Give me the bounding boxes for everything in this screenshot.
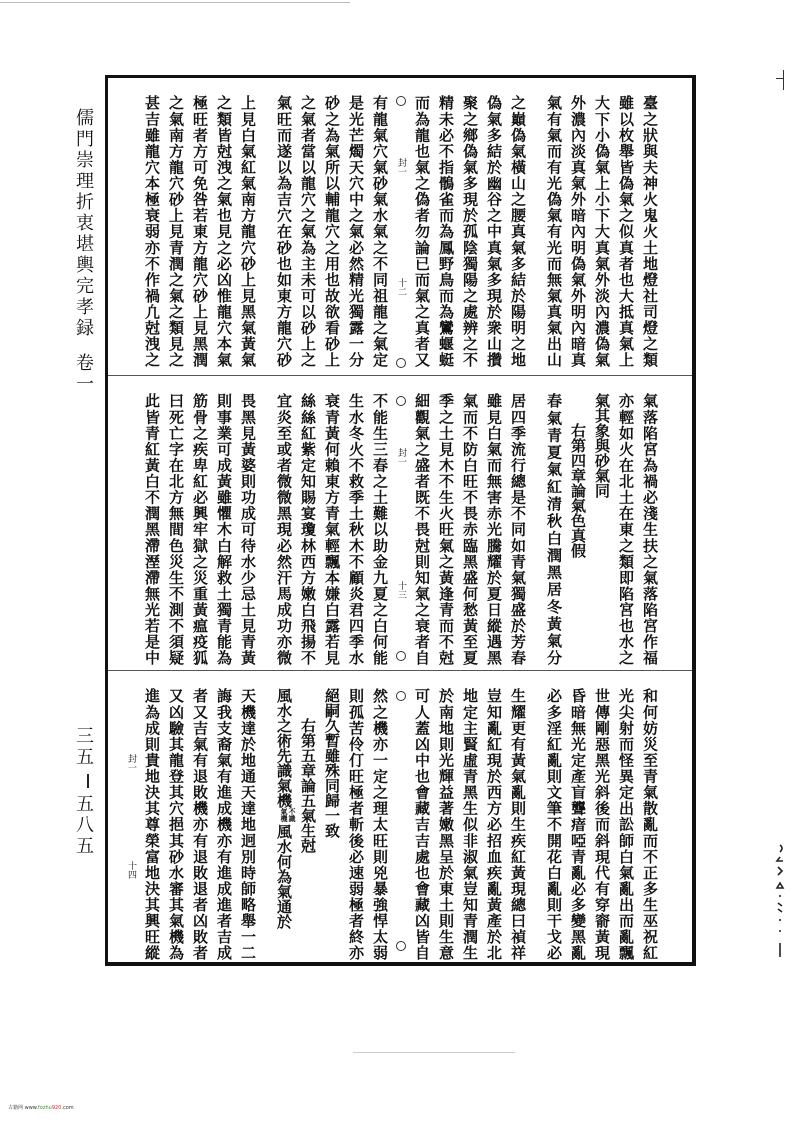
circle-mark-icon	[396, 358, 406, 368]
text-column: 氣旺而遂以為吉穴在砂也如東方龍穴砂	[275, 95, 293, 367]
page-number-prefix: 三五	[73, 726, 94, 768]
text-column: 天機達於地通天達地迥別時師略舉一二	[239, 688, 257, 960]
text-column: 亦輕如火在北土在東之類即陷宮也水之	[617, 393, 635, 665]
leaf-marker	[392, 376, 410, 670]
text-column: 右第五章論五氣生尅	[299, 718, 317, 853]
text-column: 曰死亡字在北方無間色災生不測不須疑	[167, 393, 185, 665]
text-column: 而為龍也氣之偽者勿論已而氣之真者又	[413, 95, 431, 367]
watermark	[8, 1104, 74, 1111]
text-column: 不能生三春之土難以助金九夏之白何能	[371, 393, 389, 665]
text-column: 豈知亂紅現於西方必招血疾亂黃產於北	[485, 688, 503, 960]
text-column: 者又吉氣有退敗機亦有退敗退者凶敗者	[191, 688, 209, 960]
leaf-number: 十二	[396, 278, 406, 296]
text-column: 誨我支裔氣有進成機亦有進成進者吉成	[215, 688, 233, 960]
watermark-tld: .com	[61, 1105, 74, 1111]
text-column: 此皆青紅黃白不潤黑滯溼滯無光若是中	[143, 393, 161, 665]
text-column: 之巔偽氣橫山之腰真氣多結於陽明之地	[509, 95, 527, 367]
text-column: 則事業可成黃雖懼木白解救土獨青能為	[215, 393, 233, 665]
interlinear-note: 不識氣機	[280, 808, 297, 822]
text-column: 雖以枚舉皆偽氣之似真者也大抵真氣上	[617, 95, 635, 367]
text-column: 偽氣多結於幽谷之中真氣多現於衆山攢	[485, 95, 503, 367]
text-column: 外濃內淡真氣外暗內明偽氣外明內暗真	[569, 95, 587, 367]
text-column: 是光芒燭天穴中之氣必然精光獨露一分	[347, 95, 365, 367]
text-column: 生水冬火不救季土秋木不顧炎君四季水	[347, 393, 365, 665]
circle-mark-icon	[396, 941, 406, 951]
page-number-suffix: 五八五	[73, 794, 94, 857]
book-title: 儒門崇理折衷堪輿完孝録	[73, 108, 94, 339]
text-column: 必多淫紅亂則文筆不開花白亂則干戈必	[545, 688, 563, 960]
text-column: 臺之狀與夫神火鬼火土地燈社司燈之類	[641, 95, 659, 367]
text-section-3	[108, 670, 692, 962]
text-column: 衰青黃何賴東方青氣輕飄本嫌白露若見	[323, 393, 341, 665]
fold-label: 封一	[396, 448, 406, 466]
text-column: 雖見白氣而無害赤光騰耀於夏日縱遇黑	[485, 393, 503, 665]
circle-mark-icon	[396, 96, 406, 106]
registration-mark-arm	[776, 78, 784, 79]
watermark-name: fozhu	[38, 1105, 52, 1111]
text-column: 右第四章論氣色真假	[569, 423, 587, 558]
text-column: 細觀氣之盛者既不畏尅則知氣之衰者自	[413, 393, 431, 665]
text-column: 則孤苦伶仃旺極者斬後必速弱極者終亦	[347, 688, 365, 960]
circle-mark-icon	[396, 691, 406, 701]
text-column: 生耀更有黃氣亂則生疾紅黃現總曰禎祥	[509, 688, 527, 960]
text-column: 大下小偽氣上小下大真氣外淡內濃偽氣	[593, 95, 611, 367]
text-column: 進為成則貴地決其尊榮富地決其興旺縱	[143, 688, 161, 960]
text-column: 世傳剛惡黑光斜後而斜現代有穿窬黃現	[593, 688, 611, 960]
scan-code-mark-icon	[773, 843, 787, 961]
volume-label: 卷一	[73, 353, 94, 395]
leaf-marker	[392, 78, 410, 375]
circle-mark-icon	[396, 651, 406, 661]
text-column: 極旺者方可免咎若東方龍穴砂上見黑潤	[191, 95, 209, 367]
book-title-margin	[72, 108, 94, 395]
text-column: 地定主賢虛青黑生似非淑氣豈知青潤生	[461, 688, 479, 960]
text-column: 昏暗無光定產盲聾瘖啞青亂必多變黑亂	[569, 688, 587, 960]
fold-label: 封一	[126, 754, 136, 772]
text-column	[272, 688, 296, 960]
text-column: 筋骨之疾卑紅必興牢獄之災重黃瘟疫狐	[191, 393, 209, 665]
text-column: 有龍氣穴氣砂氣水氣之不同祖龍之氣定	[371, 95, 389, 367]
watermark-num: 920	[51, 1105, 62, 1111]
circle-mark-icon	[396, 396, 406, 406]
text-column: 之類皆尅洩之氣也見之必凶惟龍穴本氣	[215, 95, 233, 367]
text-column: 宜炎至或者微微黑現必然汗馬成功亦微	[275, 393, 293, 665]
leaf-number: 十四	[126, 861, 136, 879]
text-column: 春氣青夏氣紅清秋白潤黑居冬黃氣分	[545, 393, 563, 665]
watermark-prefix: www.	[24, 1105, 39, 1111]
leaf-marker-left	[122, 671, 140, 962]
page-frame	[105, 75, 696, 966]
text-column: 精未必不指鶻雀而為鳳野鳥而為鸞蝘蜓	[437, 95, 455, 367]
column-text: 風水何為氣通於	[275, 824, 293, 929]
fold-label: 封一	[396, 158, 406, 176]
text-column: 砂之為氣所以輔龍穴之用也故欲看砂上	[323, 95, 341, 367]
text-column: 可人蓋凶中也會藏吉吉處也會藏凶皆自	[413, 688, 431, 960]
text-column: 又凶驗其龍登其穴挹其砂水審其氣機為	[167, 688, 185, 960]
text-column: 聚之鄉偽氣多現於孤陰獨陽之處辨之不	[461, 95, 479, 367]
text-column: 於南地則光輝益著嫩黑呈於東土則生意	[437, 688, 455, 960]
text-column: 氣其象與砂氣同	[593, 393, 611, 498]
text-column: 氣而不防白旺不畏赤臨黑盛何愁黃至夏	[461, 393, 479, 665]
scan-edge-line	[0, 2, 350, 3]
text-column: 季之土見木不生火旺氣之黃逢青而不尅	[437, 393, 455, 665]
text-column: 然之機亦一定之理太旺則兇暴強悍太弱	[371, 688, 389, 960]
leaf-marker	[392, 671, 410, 962]
text-column: 氣有氣而有光偽氣有光而無氣真氣出山	[545, 95, 563, 367]
text-column: 絕嗣久暫雖殊同歸一致	[323, 688, 341, 838]
scan-edge-line-bottom	[353, 1052, 515, 1053]
text-column: 氣落陷宮為禍必淺生扶之氣落陷宮作福	[641, 393, 659, 665]
text-column: 和何妨災至青氣散亂而不正多生巫祝紅	[641, 688, 659, 960]
text-column: 甚吉雖龍穴本極衰弱亦不作禍凢尅洩之	[143, 95, 161, 367]
text-column: 畏黑見黃婆則功成可待水少忌土見青黃	[239, 393, 257, 665]
text-column: 光尖射而怪異定出訟師白氣亂出而亂飄	[617, 688, 635, 960]
text-column: 之氣者當以龍穴之氣為主未可以砂上之	[299, 95, 317, 367]
column-text: 風水之術先識氣機	[275, 688, 293, 808]
text-section-2	[108, 375, 692, 670]
text-column: 上見白氣紅氣南方龍穴砂上見黑氣黃氣	[239, 95, 257, 367]
watermark-site: 古籍网	[8, 1105, 24, 1111]
text-section-1	[108, 78, 692, 375]
text-column: 絲絲紅紫定知賜宴瓊林西方嫩白飛揚不	[299, 393, 317, 665]
registration-mark-icon	[783, 70, 784, 90]
text-column: 居四季流行總是不同如青氣獨盛於芳春	[509, 393, 527, 665]
page-number-dash	[87, 774, 89, 788]
text-column: 之氣南方龍穴砂上見青潤之氣之類見之	[167, 95, 185, 367]
leaf-number: 十三	[396, 581, 406, 599]
page-number	[72, 726, 99, 857]
